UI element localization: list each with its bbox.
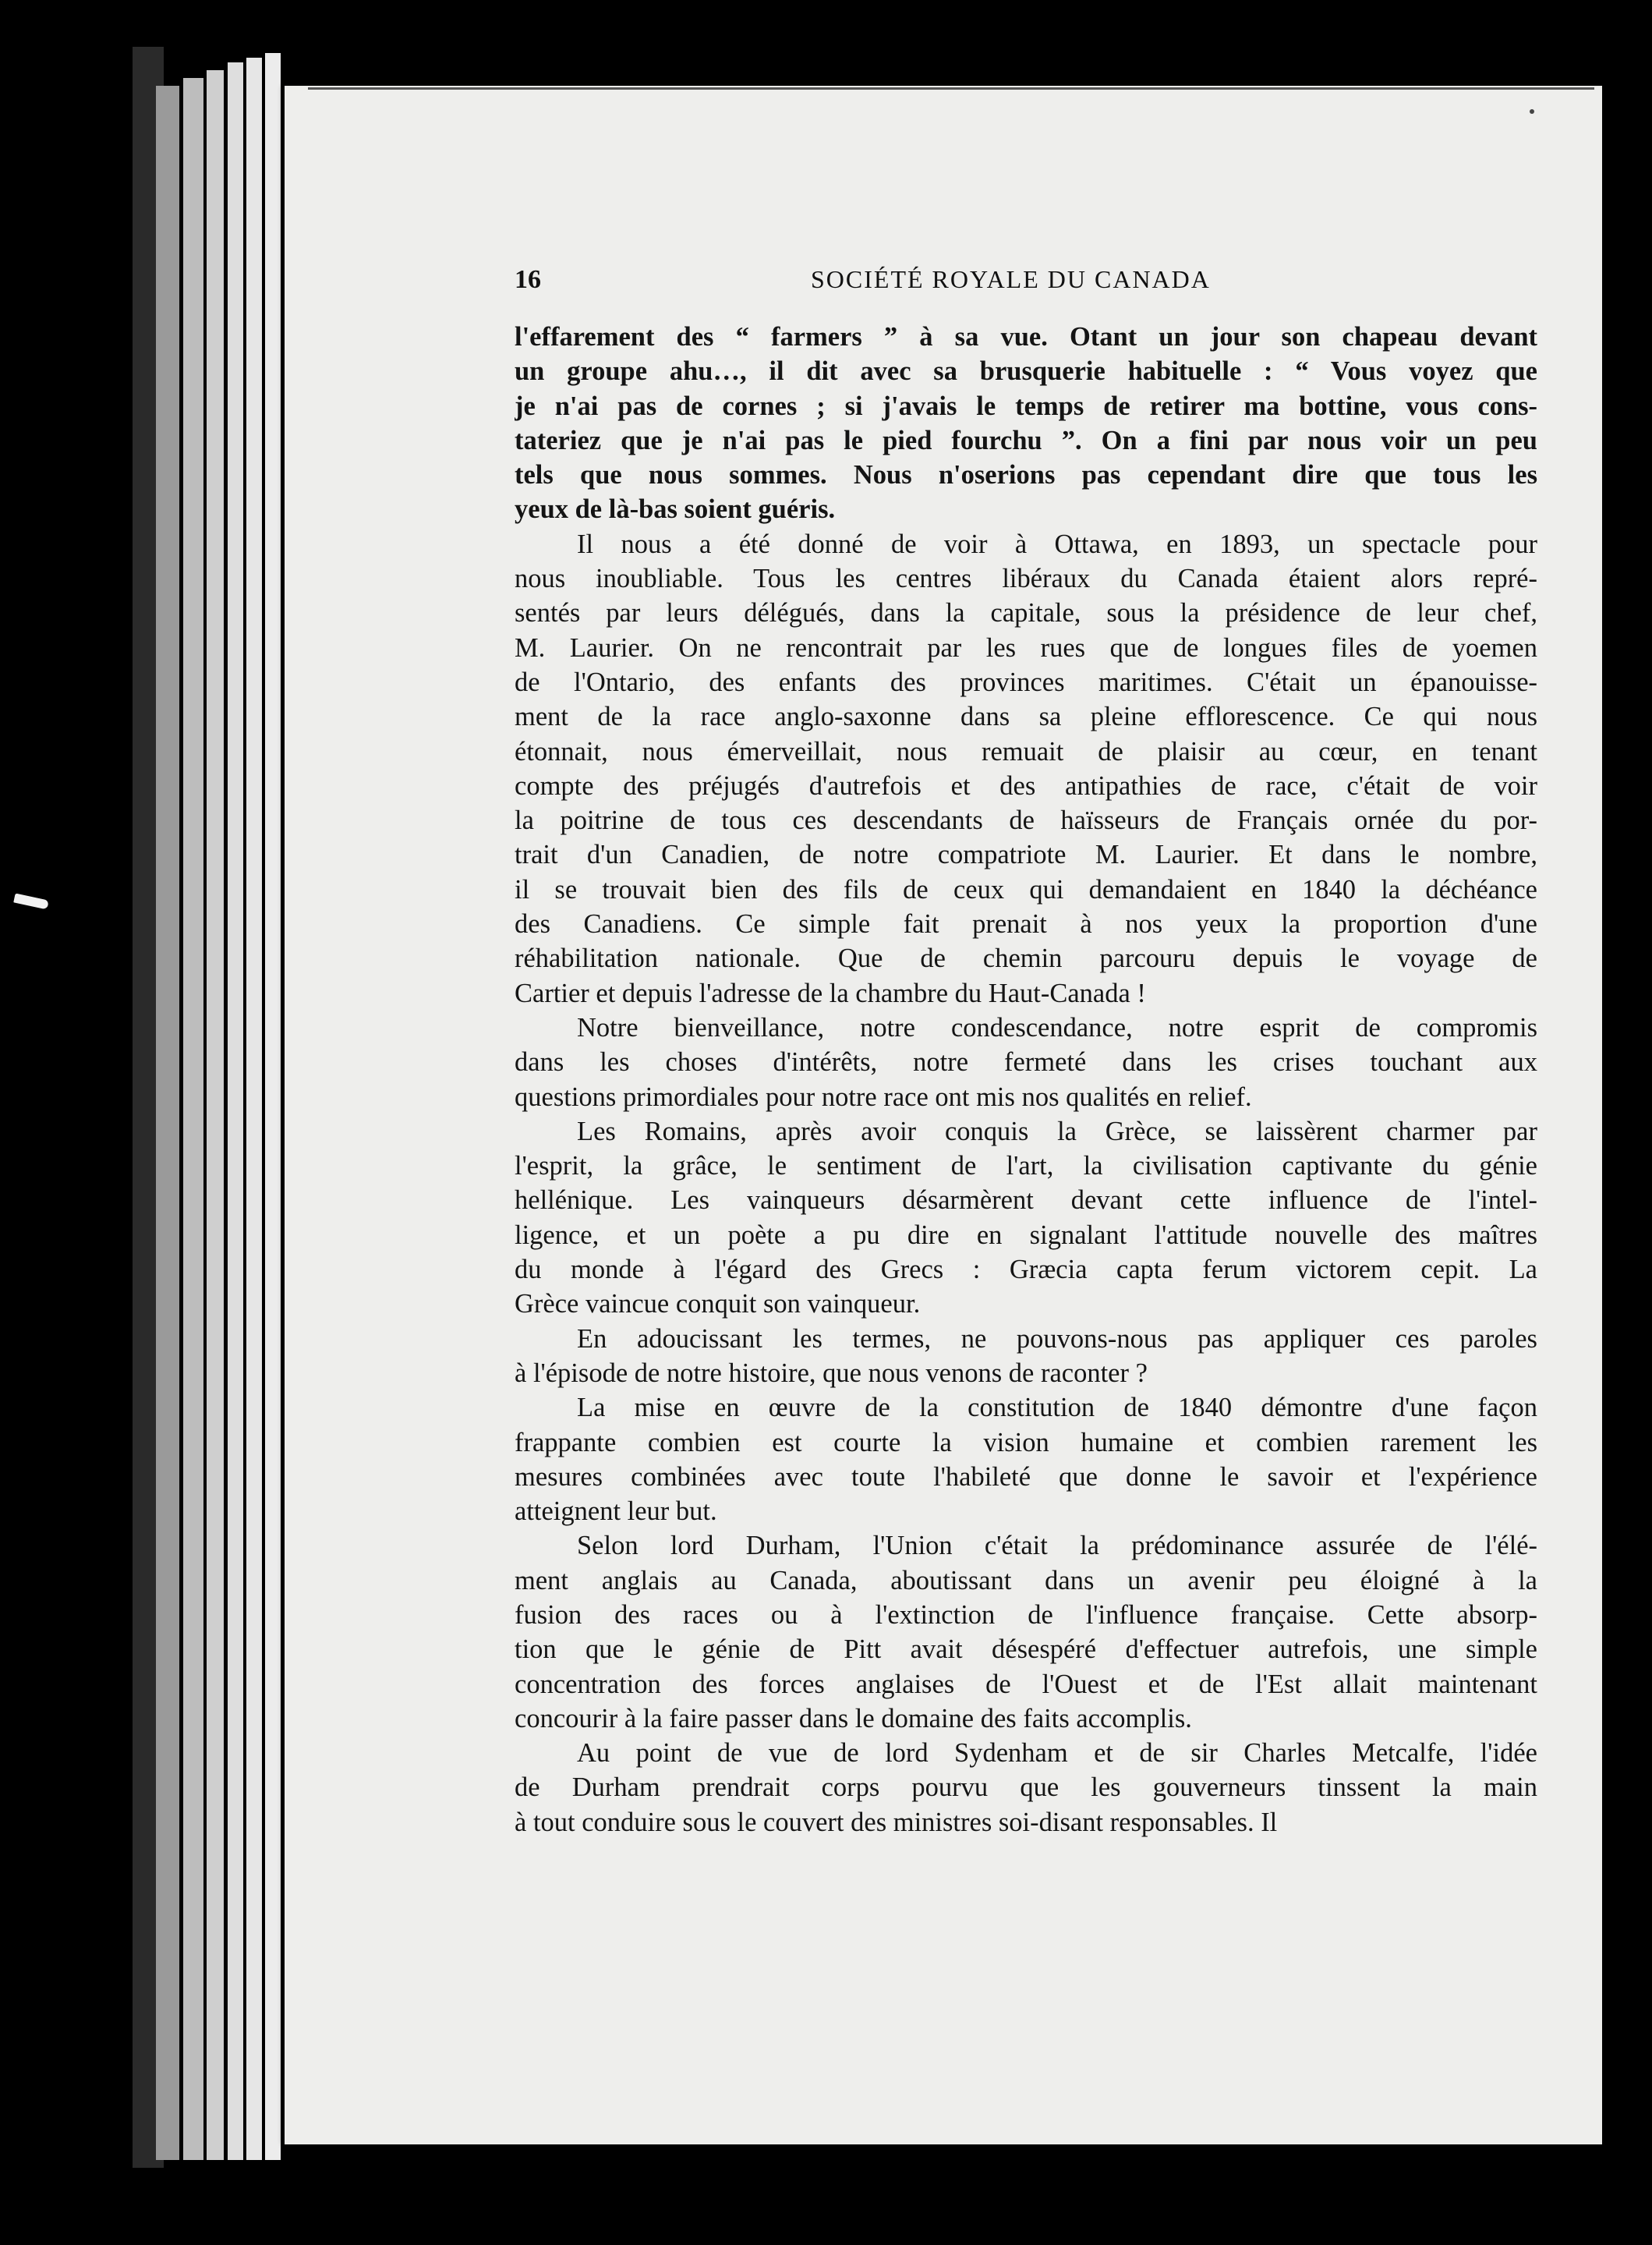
- paragraph: [515, 1736, 1537, 1840]
- text-line: tateriez que je n'ai pas le pied fourchu ”. On a fini par nous voir un peu: [515, 425, 1537, 455]
- text-line: ligence, et un poète a pu dire en signalant l'attitude nouvelle des maîtres: [515, 1220, 1537, 1250]
- text-line: mesures combinées avec toute l'habileté que donne le savoir et l'expérience: [515, 1461, 1537, 1492]
- text-line: La mise en œuvre de la constitution de 1840 démontre d'une façon: [577, 1393, 1537, 1423]
- text-line: Il nous a été donné de voir à Ottawa, en 1893, un spectacle pour: [577, 529, 1537, 559]
- text-line: de Durham prendrait corps pourvu que les gouverneurs tinssent la main: [515, 1772, 1537, 1803]
- text-line: concentration des forces anglaises de l'Ouest et de l'Est allait maintenant: [515, 1669, 1537, 1699]
- text-line: un groupe ahu…, il dit avec sa brusquerie habituelle : “ Vous voyez que: [515, 356, 1537, 387]
- page-number: 16: [515, 265, 541, 294]
- text-line: Au point de vue de lord Sydenham et de sir Charles Metcalfe, l'idée: [577, 1738, 1537, 1769]
- text-line: Grèce vaincue conquit son vainqueur.: [515, 1289, 921, 1319]
- paragraph: [515, 1322, 1537, 1391]
- page-edge: [156, 86, 179, 2160]
- text-line: trait d'un Canadien, de notre compatriote M. Laurier. Et dans le nombre,: [515, 840, 1537, 870]
- text-line: à l'épisode de notre histoire, que nous venons de raconter ?: [515, 1358, 1148, 1388]
- text-line: il se trouvait bien des fils de ceux qui demandaient en 1840 la déchéance: [515, 874, 1537, 905]
- text-line: de l'Ontario, des enfants des provinces maritimes. C'était un épanouisse-: [515, 667, 1537, 697]
- page-edge: [265, 53, 281, 2160]
- text-line: questions primordiales pour notre race ont mis nos qualités en relief.: [515, 1082, 1252, 1112]
- text-line: M. Laurier. On ne rencontrait par les rues que de longues files de yoemen: [515, 632, 1537, 663]
- text-line: à tout conduire sous le couvert des ministres soi-disant responsables. Il: [515, 1807, 1278, 1837]
- text-line: En adoucissant les termes, ne pouvons-nous pas appliquer ces paroles: [577, 1323, 1537, 1354]
- paragraph: [515, 320, 1537, 527]
- paragraph: [515, 1390, 1537, 1528]
- text-line: frappante combien est courte la vision humaine et combien rarement les: [515, 1427, 1537, 1457]
- text-line: concourir à la faire passer dans le domaine des faits accomplis.: [515, 1703, 1192, 1733]
- text-line: étonnait, nous émerveillait, nous remuait de plaisir au cœur, en tenant: [515, 736, 1537, 767]
- text-line: sentés par leurs délégués, dans la capitale, sous la présidence de leur chef,: [515, 598, 1537, 629]
- margin-mark: [13, 894, 49, 910]
- text-line: tels que nous sommes. Nous n'oserions pas cependant dire que tous les: [515, 460, 1537, 490]
- page-edge: [228, 62, 243, 2160]
- page-edge: [183, 78, 203, 2160]
- text-line: Selon lord Durham, l'Union c'était la prédominance assurée de l'élé-: [577, 1531, 1537, 1561]
- text-line: des Canadiens. Ce simple fait prenait à nos yeux la proportion d'une: [515, 909, 1537, 940]
- text-line: ment anglais au Canada, aboutissant dans un avenir peu éloigné à la: [515, 1565, 1537, 1595]
- text-line: Les Romains, après avoir conquis la Grèce, se laissèrent charmer par: [577, 1116, 1537, 1146]
- text-line: compte des préjugés d'autrefois et des antipathies de race, c'était de voir: [515, 770, 1537, 801]
- text-line: atteignent leur but.: [515, 1496, 717, 1527]
- page-header: [515, 265, 1536, 304]
- text-line: ment de la race anglo-saxonne dans sa pleine efflorescence. Ce qui nous: [515, 702, 1537, 732]
- page-top-rule: [308, 87, 1594, 90]
- text-line: Cartier et depuis l'adresse de la chambre du Haut-Canada !: [515, 978, 1146, 1008]
- page-edge: [207, 70, 224, 2160]
- page-speck: [1530, 109, 1534, 114]
- text-line: tion que le génie de Pitt avait désespéré d'effectuer autrefois, une simple: [515, 1634, 1537, 1665]
- text-line: nous inoubliable. Tous les centres libéraux du Canada étaient alors repré-: [515, 564, 1537, 594]
- text-line: l'effarement des “ farmers ” à sa vue. Otant un jour son chapeau devant: [515, 322, 1537, 352]
- text-line: la poitrine de tous ces descendants de haïsseurs de Français ornée du por-: [515, 806, 1537, 836]
- text-line: réhabilitation nationale. Que de chemin parcouru depuis le voyage de: [515, 944, 1537, 974]
- text-line: fusion des races ou à l'extinction de l'influence française. Cette absorp-: [515, 1599, 1537, 1630]
- text-line: je n'ai pas de cornes ; si j'avais le temps de retirer ma bottine, vous cons-: [515, 391, 1537, 421]
- text-line: Notre bienveillance, notre condescendance, notre esprit de compromis: [577, 1012, 1537, 1043]
- text-line: du monde à l'égard des Grecs : Græcia capta ferum victorem cepit. La: [515, 1255, 1537, 1285]
- paragraph: [515, 1528, 1537, 1736]
- body-text: [515, 320, 1537, 1840]
- page-edge: [246, 58, 262, 2160]
- text-line: l'esprit, la grâce, le sentiment de l'art, la civilisation captivante du génie: [515, 1151, 1537, 1181]
- text-line: dans les choses d'intérêts, notre fermeté dans les crises touchant aux: [515, 1047, 1537, 1078]
- paragraph: [515, 1011, 1537, 1114]
- paragraph: [515, 527, 1537, 1011]
- running-head: SOCIÉTÉ ROYALE DU CANADA: [811, 265, 1211, 293]
- text-line: yeux de là-bas soient guéris.: [515, 494, 836, 525]
- text-line: hellénique. Les vainqueurs désarmèrent devant cette influence de l'intel-: [515, 1185, 1537, 1216]
- paragraph: [515, 1114, 1537, 1322]
